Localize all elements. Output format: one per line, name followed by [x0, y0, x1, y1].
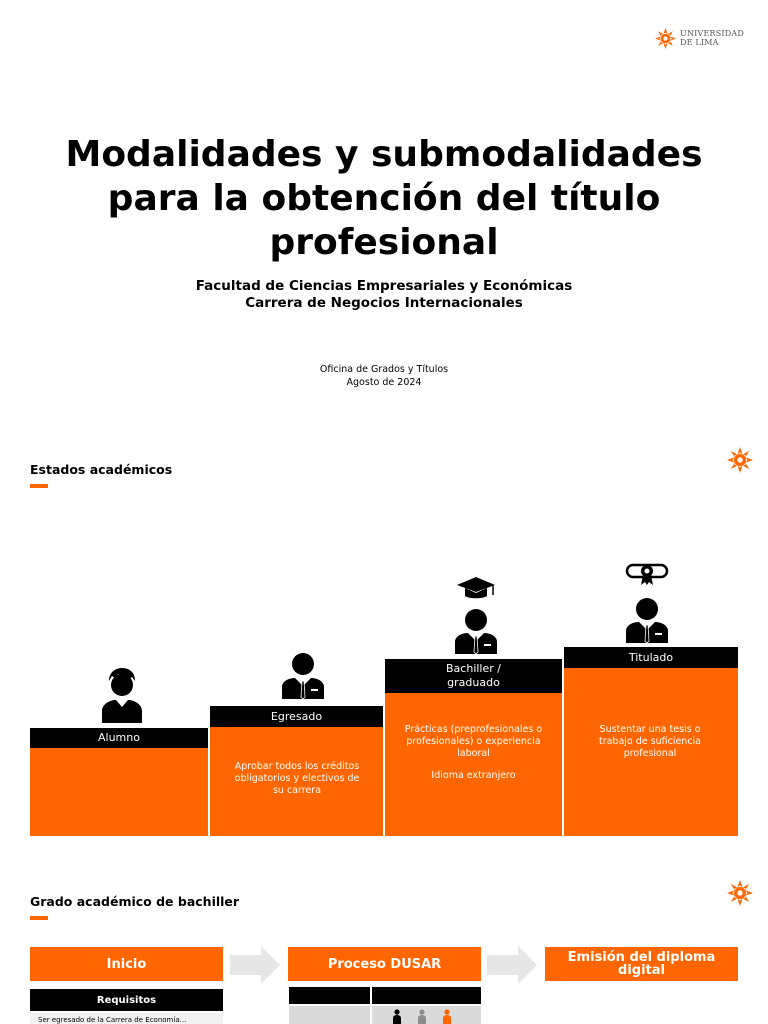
process-step-inicio: Inicio [30, 947, 223, 981]
arrow-right-icon [487, 946, 537, 984]
requisitos-header: Requisitos [30, 989, 223, 1011]
student-person-icon [100, 667, 144, 723]
bachelor-person-icon [454, 576, 498, 654]
logo-line-1: UNIVERSIDAD [680, 29, 744, 38]
table-header-cell [372, 987, 481, 1004]
person-icon-black [393, 1009, 401, 1024]
faculty-name: Facultad de Ciencias Empresariales y Económicas [195, 278, 573, 294]
table-cell [289, 1006, 370, 1024]
bachiller-block [385, 693, 562, 836]
bachiller-requirement-1: Prácticas (preprofesionales o profesionales) o experiencia laboral [404, 724, 543, 759]
faculty-subtitle [20, 278, 748, 312]
requisito-item: Ser egresado de la Carrera de Economía... [30, 1013, 223, 1024]
university-star-icon [727, 447, 753, 473]
bachiller-requirement-2: Idioma extranjero [431, 770, 516, 781]
bachiller-heading: Grado académico de bachiller [30, 894, 240, 909]
logo-line-2: DE LIMA [680, 38, 719, 47]
table-header-cell [289, 987, 370, 1004]
titulado-requirement: Sustentar una tesis o trabajo de suficiencia profesional [598, 724, 702, 759]
graduate-person-icon [281, 653, 325, 699]
person-icon-gray [418, 1009, 426, 1024]
person-icon-orange [443, 1009, 451, 1024]
process-step-dusar: Proceso DUSAR [288, 947, 481, 981]
document-title: Modalidades y submodalidades para la obtención del título profesional [65, 134, 703, 263]
titled-person-icon [625, 561, 669, 643]
office-name: Oficina de Grados y Títulos [319, 364, 449, 375]
university-star-icon [727, 880, 753, 906]
heading-underline [30, 484, 48, 488]
office-info [20, 363, 748, 389]
university-logo [655, 26, 745, 50]
step-label-alumno: Alumno [30, 728, 208, 748]
egresado-requirement: Aprobar todos los créditos obligatorios y electivos de su carrera [234, 761, 360, 796]
step-label-egresado: Egresado [210, 706, 383, 727]
estados-heading: Estados académicos [30, 462, 173, 477]
arrow-right-icon [230, 946, 280, 984]
process-step-diploma: Emisión del diploma digital [545, 947, 738, 981]
people-icons [392, 1009, 454, 1024]
heading-underline [30, 916, 48, 920]
university-star-icon [655, 28, 676, 49]
step-label-titulado: Titulado [564, 647, 738, 668]
career-name: Carrera de Negocios Internacionales [245, 295, 523, 311]
alumno-block [30, 748, 208, 836]
step-label-bachiller: Bachiller / graduado [385, 659, 562, 693]
document-date: Agosto de 2024 [346, 377, 422, 388]
